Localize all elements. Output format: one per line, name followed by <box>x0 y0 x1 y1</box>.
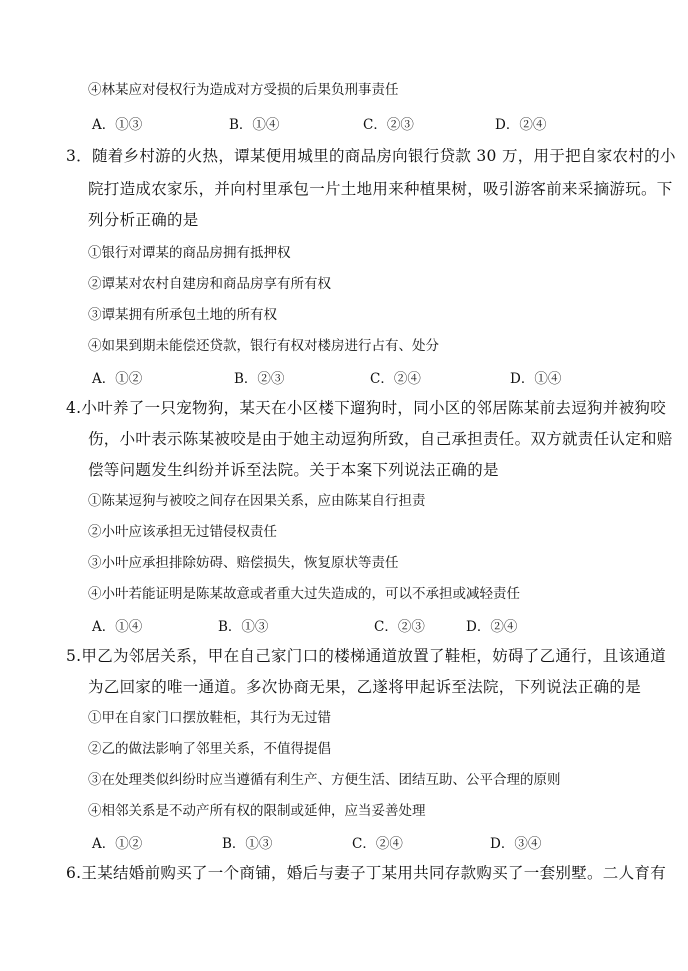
statement: ①甲在自家门口摆放鞋柜，其行为无过错 <box>88 710 331 726</box>
question-3-line-3: 列分析正确的是 <box>88 211 199 229</box>
option-b: B．①④ <box>229 117 280 133</box>
option-a: A．①④ <box>92 619 143 635</box>
option-b: B．②③ <box>234 371 285 387</box>
option-c: C．②③ <box>363 117 414 133</box>
question-3-line-2: 院打造成农家乐，并向村里承包一片土地用来种植果树，吸引游客前来采摘游玩。下 <box>88 180 673 198</box>
statement: ②小叶应该承担无过错侵权责任 <box>88 524 277 540</box>
statement: ④如果到期未能偿还贷款，银行有权对楼房进行占有、处分 <box>88 338 439 354</box>
option-d: D．②④ <box>495 117 547 133</box>
option-b: B．①③ <box>222 836 273 852</box>
statement: ①陈某逗狗与被咬之间存在因果关系，应由陈某自行担责 <box>88 493 426 509</box>
option-c: C．②④ <box>352 836 403 852</box>
option-a: A．①③ <box>92 117 143 133</box>
options-row <box>92 832 632 852</box>
option-d: D．②④ <box>466 619 518 635</box>
option-a: A．①② <box>92 371 143 387</box>
question-5-line-1: 5.甲乙为邻居关系，甲在自己家门口的楼梯通道放置了鞋柜，妨碍了乙通行，且该通道 <box>66 647 666 665</box>
option-d: D．①④ <box>510 371 562 387</box>
option-c: C．②④ <box>370 371 421 387</box>
question-6-line-1: 6.王某结婚前购买了一个商铺，婚后与妻子丁某用共同存款购买了一套别墅。二人育有 <box>66 864 666 882</box>
statement: ②乙的做法影响了邻里关系，不值得提倡 <box>88 741 331 757</box>
options-row <box>92 367 632 387</box>
statement: ④相邻关系是不动产所有权的限制或延伸，应当妥善处理 <box>88 803 426 819</box>
option-d: D．③④ <box>490 836 542 852</box>
option-a: A．①② <box>92 836 143 852</box>
question-3-line-1: 3．随着乡村游的火热，谭某便用城里的商品房向银行贷款 30 万，用于把自家农村的小 <box>66 147 676 165</box>
question-4-line-1: 4.小叶养了一只宠物狗，某天在小区楼下遛狗时，同小区的邻居陈某前去逗狗并被狗咬 <box>66 399 666 417</box>
statement: ③在处理类似纠纷时应当遵循有利生产、方便生活、团结互助、公平合理的原则 <box>88 772 561 788</box>
option-c: C．②③ <box>374 619 425 635</box>
statement: ②谭某对农村自建房和商品房享有所有权 <box>88 276 331 292</box>
options-row <box>92 113 632 133</box>
question-5-line-2: 为乙回家的唯一通道。多次协商无果，乙遂将甲起诉至法院，下列说法正确的是 <box>88 678 642 696</box>
option-b: B．①③ <box>218 619 269 635</box>
statement: ④小叶若能证明是陈某故意或者重大过失造成的，可以不承担或减轻责任 <box>88 586 520 602</box>
statement: ③谭某拥有所承包土地的所有权 <box>88 307 277 323</box>
options-row <box>92 615 632 635</box>
question-4-line-3: 偿等问题发生纠纷并诉至法院。关于本案下列说法正确的是 <box>88 461 499 479</box>
question-4-line-2: 伤，小叶表示陈某被咬是由于她主动逗狗所致，自己承担责任。双方就责任认定和赔 <box>88 430 673 448</box>
statement: ④林某应对侵权行为造成对方受损的后果负刑事责任 <box>88 82 399 98</box>
statement: ①银行对谭某的商品房拥有抵押权 <box>88 245 291 261</box>
statement: ③小叶应承担排除妨碍、赔偿损失，恢复原状等责任 <box>88 555 399 571</box>
